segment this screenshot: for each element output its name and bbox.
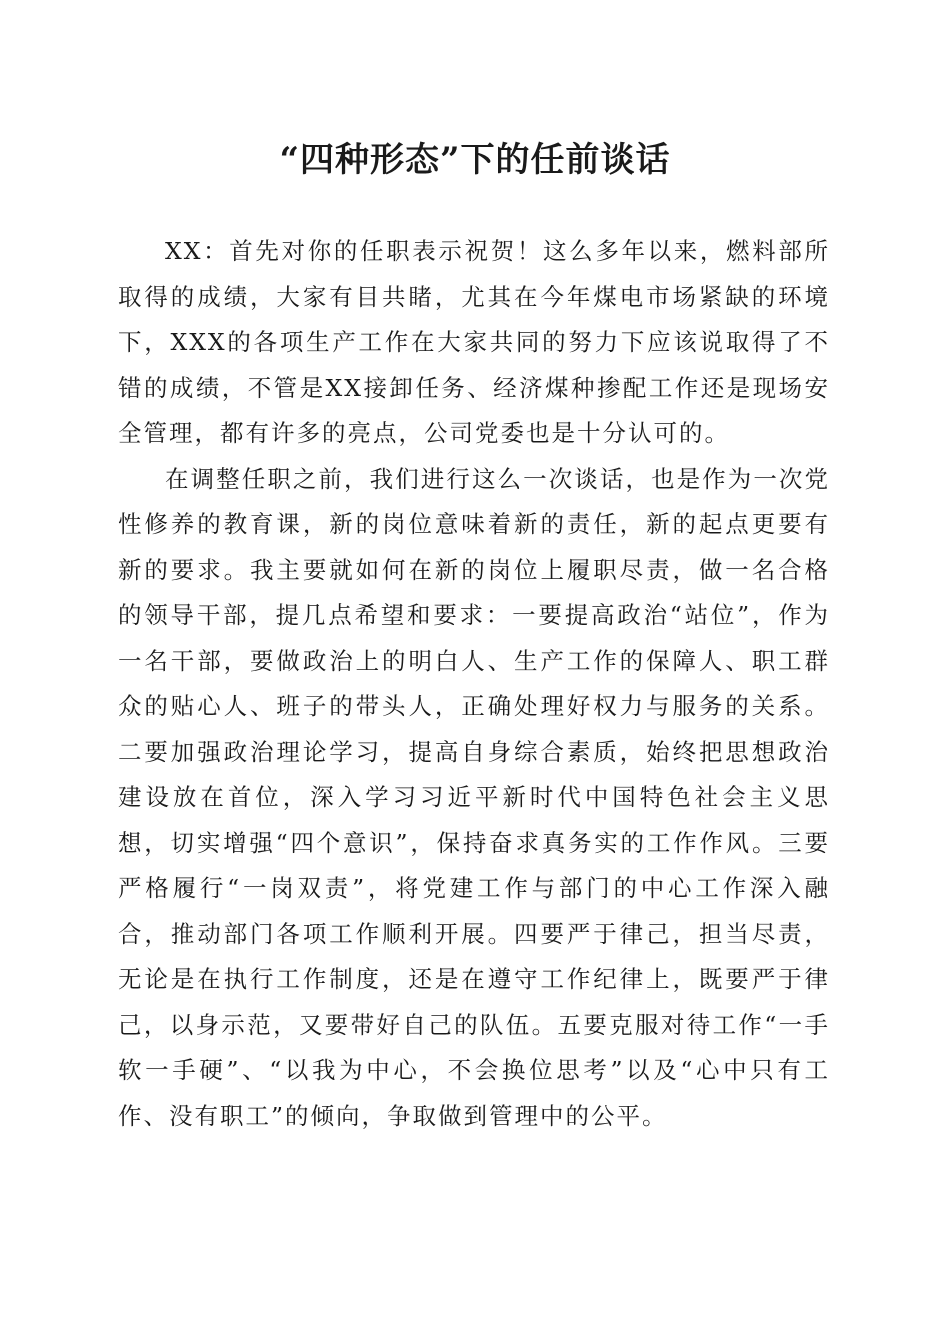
paragraph-requirements: 在调整任职之前，我们进行这么一次谈话，也是作为一次党性修养的教育课，新的岗位意味着新的责任，新的起点更要有新的要求。我主要就如何在新的岗位上履职尽责，做一名合格的领导干部，提几点希望和要求：一要提高政治“站位”，作为一名干部，要做政治上的明白人、生产工作的保障人、职工群众的贴心人、班子的带头人，正确处理好权力与服务的关系。二要加强政治理论学习，提高自身综合素质，始终把思想政治建设放在首位，深入学习习近平新时代中国特色社会主义思想，切实增强“四个意识”，保持奋求真务实的工作作风。三要严格履行“一岗双责”，将党建工作与部门的中心工作深入融合，推动部门各项工作顺利开展。四要严于律己，担当尽责，无论是在执行工作制度，还是在遵守工作纪律上，既要严于律己，以身示范，又要带好自己的队伍。五要克服对待工作“一手软一手硬”、“以我为中心，不会换位思考”以及“心中只有工作、没有职工”的倾向，争取做到管理中的公平。 xyxy=(118,464,830,1130)
document-title: “四种形态”下的任前谈话 xyxy=(279,140,671,180)
document-body xyxy=(118,229,830,1139)
paragraph-congratulation: XX：首先对你的任职表示祝贺！这么多年以来，燃料部所取得的成绩，大家有目共睹，尤其在今年煤电市场紧缺的环境下，XXX的各项生产工作在大家共同的努力下应该说取得了不错的成绩，不管是XX接卸任务、经济煤种掺配工作还是现场安全管理，都有许多的亮点，公司党委也是十分认可的。 xyxy=(118,237,830,447)
